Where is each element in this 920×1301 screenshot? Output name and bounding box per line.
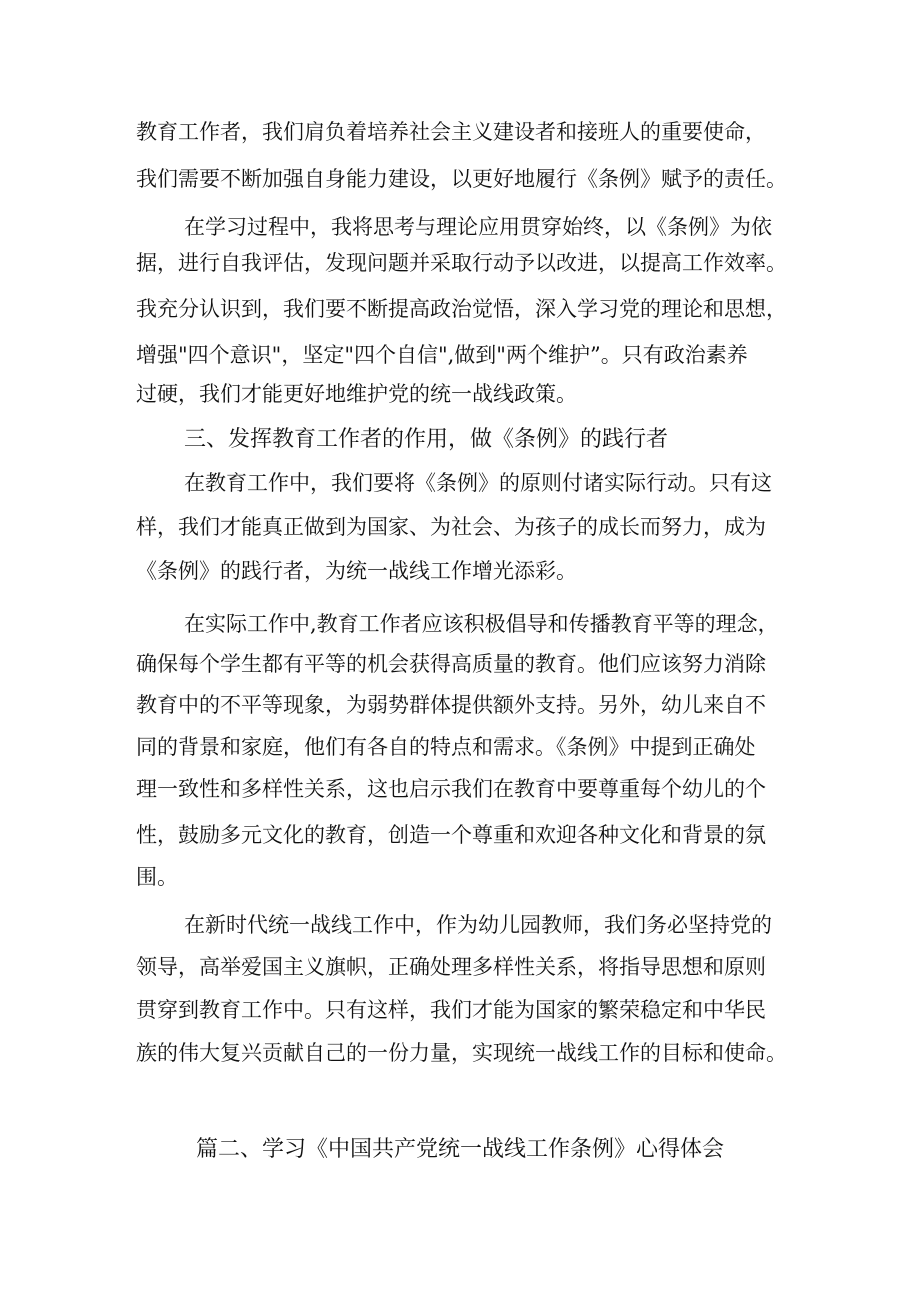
paragraph-line: 在新时代统一战线工作中，作为幼儿园教师，我们务必坚持党的 (184, 913, 772, 937)
paragraph-line: 教育工作者，我们肩负着培养社会主义建设者和接班人的重要使命， (136, 120, 766, 144)
paragraph-line: 围。 (136, 865, 178, 889)
paragraph-line: 我充分认识到，我们要不断提高政治觉悟，深入学习党的理论和思想， (136, 297, 787, 321)
paragraph-line: 理一致性和多样性关系，这也启示我们在教育中要尊重每个幼儿的个 (136, 777, 766, 801)
paragraph-line: 在教育工作中，我们要将《条例》的原则付诸实际行动。只有这 (184, 471, 772, 495)
paragraph-line: 《条例》的践行者，为统一战线工作增光添彩。 (136, 559, 577, 583)
section-title: 篇二、学习《中国共产党统一战线工作条例》心得体会 (195, 1137, 724, 1162)
paragraph-line: 在学习过程中，我将思考与理论应用贯穿始终，以《条例》为依 (184, 215, 772, 239)
paragraph-line: 族的伟大复兴贡献自己的一份力量，实现统一战线工作的目标和使命。 (136, 1041, 787, 1065)
paragraph-line: 确保每个学生都有平等的机会获得高质量的教育。他们应该努力消除 (136, 652, 766, 676)
paragraph-line: 我们需要不断加强自身能力建设，以更好地履行《条例》赋予的责任。 (136, 167, 787, 191)
paragraph-line: 同的背景和家庭，他们有各自的特点和需求。《条例》中提到正确处 (136, 735, 756, 759)
paragraph-line: 过硬，我们才能更好地维护党的统一战线政策。 (136, 382, 577, 406)
paragraph-line: 样，我们才能真正做到为国家、为社会、为孩子的成长而努力，成为 (136, 515, 766, 539)
paragraph-line: 性，鼓励多元文化的教育，创造一个尊重和欢迎各种文化和背景的氛 (136, 823, 766, 847)
paragraph-line: 在实际工作中,教育工作者应该积极倡导和传播教育平等的理念， (184, 612, 779, 636)
section-heading: 三、发挥教育工作者的作用，做《条例》的践行者 (184, 427, 669, 452)
paragraph-line: 贯穿到教育工作中。只有这样，我们才能为国家的繁荣稳定和中华民 (136, 998, 766, 1022)
paragraph-line: 领导，高举爱国主义旗帜，正确处理多样性关系，将指导思想和原则 (136, 955, 766, 979)
paragraph-line: 据，进行自我评估，发现问题并采取行动予以改进，以提高工作效率。 (136, 251, 787, 275)
paragraph-line: 增强"四个意识"，坚定"四个自信",做到"两个维护”。只有政治素养 (136, 343, 748, 367)
paragraph-line: 教育中的不平等现象，为弱势群体提供额外支持。另外，幼儿来自不 (136, 693, 766, 717)
